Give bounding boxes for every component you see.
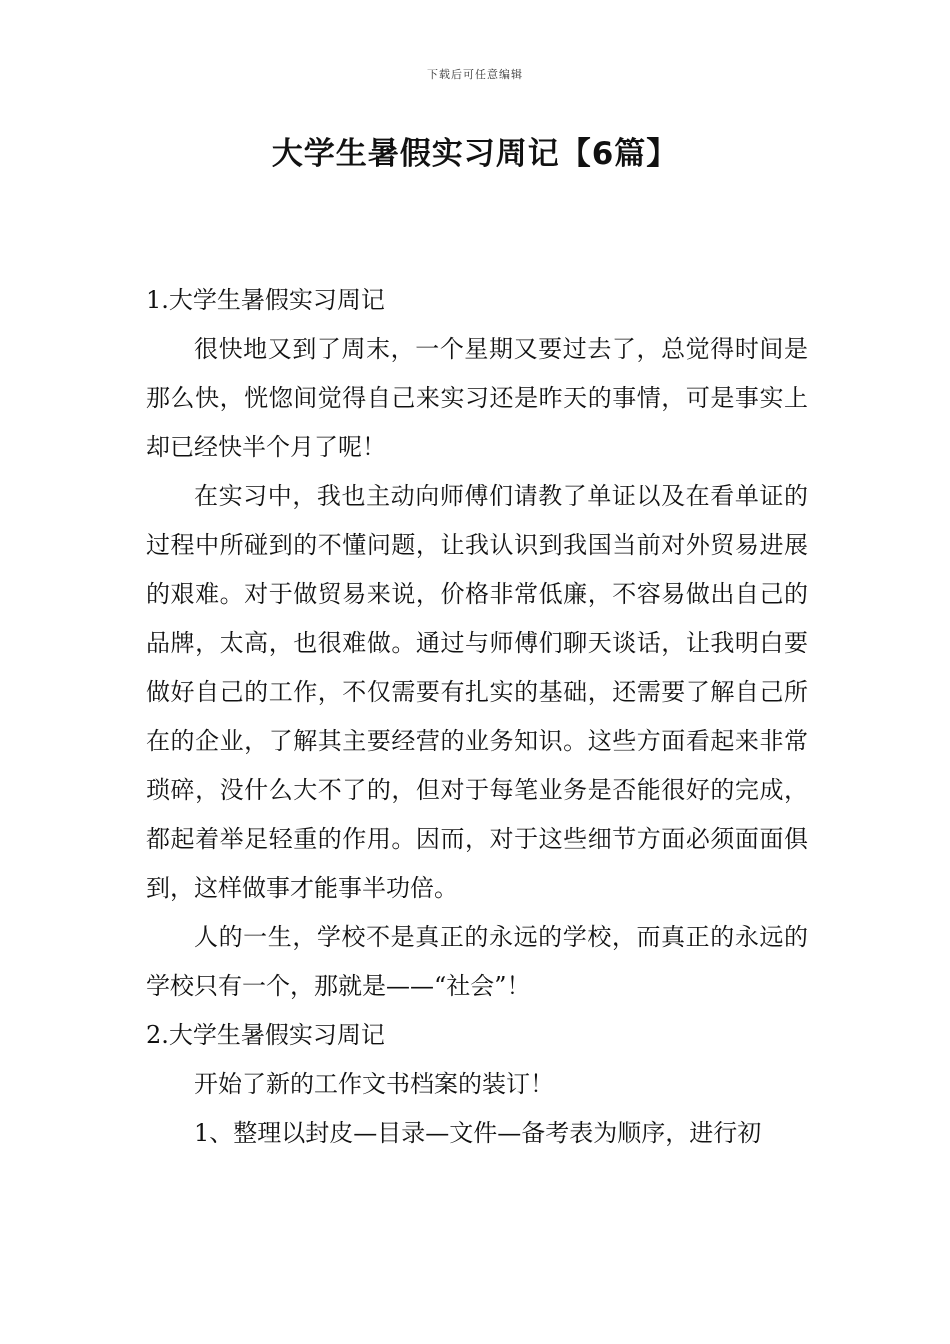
section-heading: 1.大学生暑假实习周记	[146, 286, 385, 314]
paragraph: 1、整理以封皮—目录—文件—备考表为顺序，进行初	[194, 1119, 762, 1147]
paragraph: 开始了新的工作文书档案的装订！	[194, 1070, 554, 1098]
document-title: 大学生暑假实习周记【6篇】	[271, 136, 679, 172]
section-heading: 2.大学生暑假实习周记	[146, 1021, 385, 1049]
document-body	[146, 276, 808, 1158]
section-2	[146, 1011, 808, 1158]
paragraph: 人的一生，学校不是真正的永远的学校，而真正的永远的学校只有一个，那就是——“社会”！	[146, 923, 808, 1000]
paragraph: 很快地又到了周末，一个星期又要过去了，总觉得时间是那么快，恍惚间觉得自己来实习还是昨天的事情，可是事实上却已经快半个月了呢！	[146, 335, 808, 461]
header-note: 下载后可任意编辑	[427, 68, 523, 81]
section-1	[146, 276, 808, 1011]
paragraph: 在实习中，我也主动向师傅们请教了单证以及在看单证的过程中所碰到的不懂问题，让我认识到我国当前对外贸易进展的艰难。对于做贸易来说，价格非常低廉，不容易做出自己的品牌，太高，也很难做。通过与师傅们聊天谈话，让我明白要做好自己的工作，不仅需要有扎实的基础，还需要了解自己所在的企业，了解其主要经营的业务知识。这些方面看起来非常琐碎，没什么大不了的，但对于每笔业务是否能很好的完成，都起着举足轻重的作用。因而，对于这些细节方面必须面面俱到，这样做事才能事半功倍。	[146, 482, 808, 902]
